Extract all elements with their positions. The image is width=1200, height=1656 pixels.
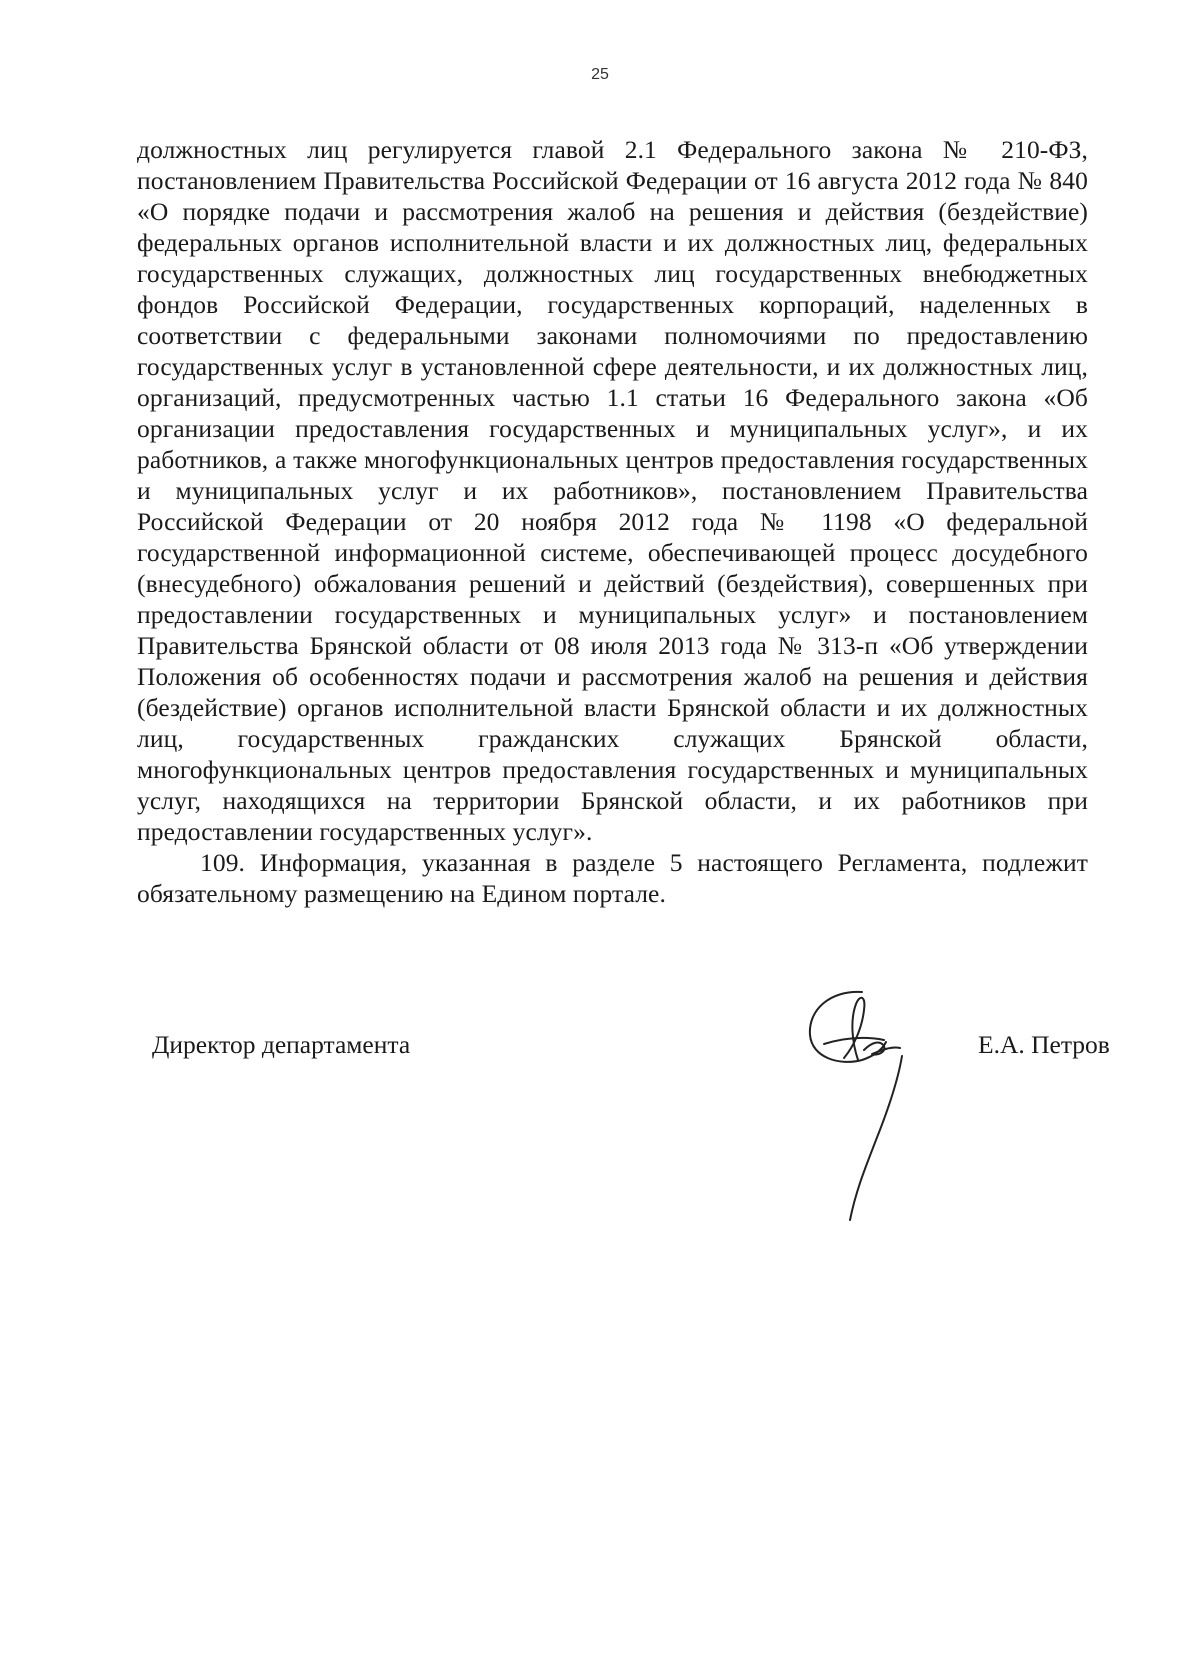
signatory-title: Директор департамента [152,1030,411,1059]
document-body [137,134,1088,909]
handwritten-signature [800,980,950,1230]
signatory-name: Е.А. Петров [978,1030,1110,1059]
paragraph-109: 109. Информация, указанная в разделе 5 настоящего Регламента, подлежит обязательному размещению на Едином портале. [137,848,1088,908]
paragraph-complaints-regulation: должностных лиц регулируется главой 2.1 Федерального закона № 210-ФЗ, постановлением Правительства Российской Федерации от 16 августа 2012 года № 840 «О порядке подачи и рассмотрения жалоб на решения и действия (бездействие) федеральных органов исполнительной власти и их должностных лиц, федеральных государственных служащих, должностных лиц государственных внебюджетных фондов Российской Федерации, государственных корпораций, наделенных в соответствии с федеральными законами полномочиями по предоставлению государственных услуг в установленной сфере деятельности, и их должностных лиц, организаций, предусмотренных частью 1.1 статьи 16 Федерального закона «Об организации предоставления государственных и муниципальных услуг», и их работников, а также многофункциональных центров предоставления государственных и муниципальных услуг и их работников», постановлением Правительства Российской Федерации от 20 ноября 2012 года № 1198 «О федеральной государственной информационной системе, обеспечивающей процесс досудебного (внесудебного) обжалования решений и действий (бездействия), совершенных при предоставлении государственных и муниципальных услуг» и постановлением Правительства Брянской области от 08 июля 2013 года № 313-п «Об утверждении Положения об особенностях подачи и рассмотрения жалоб на решения и действия (бездействие) органов исполнительной власти Брянской области и их должностных лиц, государственных гражданских служащих Брянской области, многофункциональных центров предоставления государственных и муниципальных услуг, находящихся на территории Брянской области, и их работников при предоставлении государственных услуг». [137,135,1088,846]
page-number: 25 [591,66,609,83]
signature-block [0,980,1200,1240]
